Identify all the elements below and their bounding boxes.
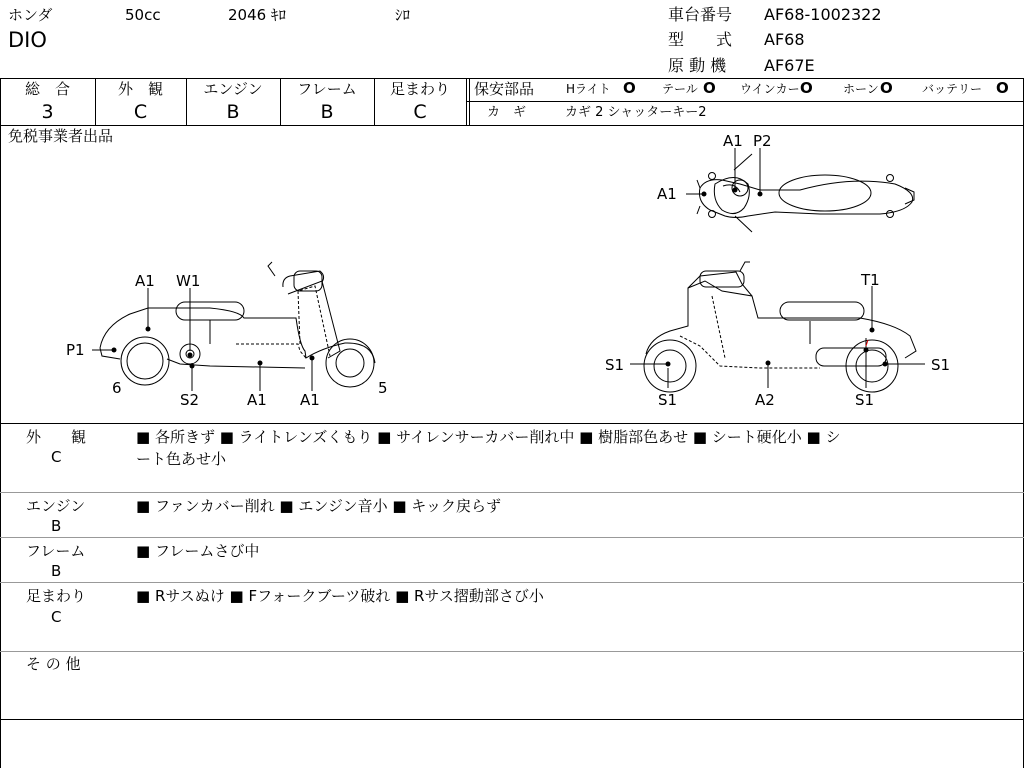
remark-exterior-grade: C	[51, 448, 62, 466]
safety-item-battery: バッテリー	[922, 82, 983, 96]
damage-leader-lines	[92, 148, 925, 391]
remark-engine-label: エンジン	[26, 497, 86, 515]
grade-overall-label: 総 合	[24, 80, 70, 98]
code-left-6: 6	[112, 379, 122, 397]
remark-frame-grade: B	[51, 562, 62, 580]
grade-frame-label: フレーム	[297, 80, 357, 98]
scooter-diagram	[0, 126, 1024, 423]
maker: ホンダ	[8, 6, 53, 24]
type-value: AF68	[764, 30, 805, 49]
remark-frame-text: ■ フレームさび中	[136, 542, 260, 560]
damage-codes	[66, 132, 950, 409]
code-left-s2: S2	[180, 391, 200, 409]
code-right-s1-susp: S1	[855, 391, 875, 409]
code-top-p2: P2	[753, 132, 772, 150]
model-name: DIO	[8, 28, 47, 52]
code-left-p1: P1	[66, 341, 85, 359]
code-left-5: 5	[378, 379, 388, 397]
code-left-a1-seat: A1	[135, 272, 155, 290]
safety-mark-horn: O	[880, 79, 893, 97]
safety-mark-tail: O	[703, 79, 716, 97]
frame-no-value: AF68-1002322	[764, 5, 882, 24]
displacement: 50cc	[125, 6, 161, 24]
remark-engine-grade: B	[51, 517, 62, 535]
code-left-a1-floor: A1	[247, 391, 267, 409]
safety-item-headlight: Hライト	[566, 82, 611, 96]
code-right-s1-fork: S1	[658, 391, 678, 409]
code-left-a1-front: A1	[300, 391, 320, 409]
engine-value: AF67E	[764, 56, 815, 75]
frame-no-label: 車台番号	[668, 5, 733, 24]
safety-item-horn: ホーン	[843, 82, 879, 96]
safety-item-tail: テール	[662, 82, 698, 96]
code-left-w1: W1	[176, 272, 201, 290]
code-top-a1: A1	[723, 132, 743, 150]
code-right-s1-front: S1	[605, 356, 625, 374]
remark-other-label: そ の 他	[26, 655, 81, 673]
grade-suspension-value: C	[413, 101, 427, 123]
grade-suspension-label: 足まわり	[389, 80, 450, 98]
code-right-a2: A2	[755, 391, 775, 409]
grade-exterior-value: C	[133, 101, 148, 123]
damage-points	[112, 188, 888, 369]
remark-exterior-text: ■ 各所きず ■ ライトレンズくもり ■ サイレンサーカバー削れ中 ■ 樹脂部色あせ ■ シート硬化小 ■ シ	[136, 428, 841, 446]
safety-label: 保安部品	[474, 80, 535, 98]
grade-overall-value: 3	[41, 101, 54, 123]
remark-exterior-text-cont: ート色あせ小	[136, 450, 227, 468]
safety-mark-winker: O	[800, 79, 813, 97]
mileage: 2046 ｷﾛ	[228, 6, 286, 24]
remark-suspension-label: 足まわり	[26, 587, 87, 605]
safety-mark-battery: O	[996, 79, 1009, 97]
remark-exterior-label: 外 観	[26, 428, 87, 446]
remark-frame-label: フレーム	[26, 542, 86, 560]
key-label: カ ギ	[487, 105, 527, 120]
remark-suspension-text: ■ Rサスぬけ ■ Fフォークブーツ破れ ■ Rサス摺動部さび小	[136, 587, 544, 605]
code-right-t1: T1	[861, 271, 880, 289]
grade-frame-value: B	[320, 101, 334, 123]
scooter-top-view	[697, 154, 914, 232]
code-right-s1-rear: S1	[931, 356, 951, 374]
safety-mark-headlight: O	[623, 79, 636, 97]
grade-engine-value: B	[226, 101, 240, 123]
color: ｼﾛ	[395, 6, 411, 24]
key-value: カギ 2 シャッターキー2	[565, 105, 707, 120]
engine-label: 原 動 機	[668, 56, 727, 75]
grade-engine-label: エンジン	[203, 80, 263, 98]
code-top-a1-side: A1	[657, 185, 677, 203]
remark-engine-text: ■ ファンカバー削れ ■ エンジン音小 ■ キック戻らず	[136, 497, 502, 515]
grade-exterior-label: 外 観	[117, 80, 163, 98]
tax-exempt-notice: 免税事業者出品	[8, 127, 114, 145]
safety-item-winker: ウインカー	[740, 82, 800, 96]
type-label: 型 式	[668, 30, 733, 49]
remark-suspension-grade: C	[51, 608, 62, 626]
